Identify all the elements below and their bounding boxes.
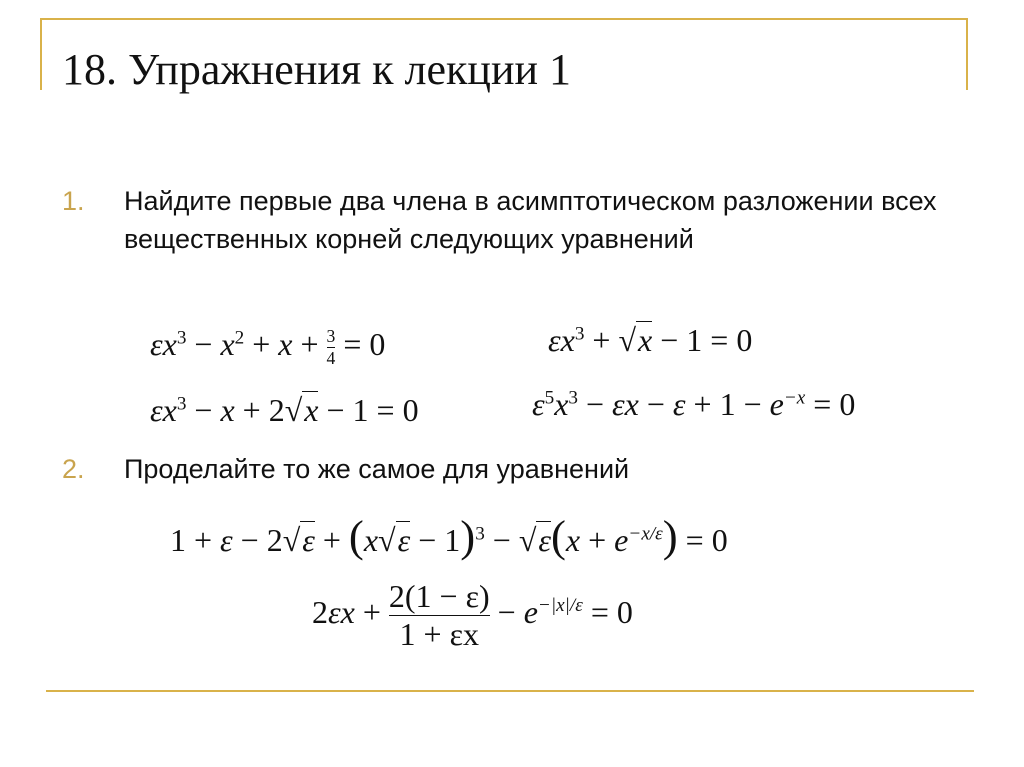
list-number: 1. xyxy=(62,186,85,216)
frame-left-line xyxy=(40,18,42,90)
frame-bottom-line xyxy=(46,690,974,692)
frame-right-line xyxy=(966,18,968,90)
equation-4: $\varepsilon^5x^3 - \varepsilon x - \varepsilon + 1 - e^{-x} = 0$ xyxy=(532,386,856,422)
equation-2: $\varepsilon x^3 + √x - 1 = 0$ xyxy=(548,322,753,358)
list-text: Найдите первые два члена в асимптотическом разложении всех вещественных корней следующих уравнений xyxy=(124,186,937,254)
equation-5: $1 + \varepsilon - 2√\varepsilon + (x√\varepsilon - 1)^3 - √\varepsilon(x + e^{-x/\varepsilon}) = 0$ xyxy=(170,511,728,561)
equation-6: 2εx + $\frac{2(1 - \varepsilon)}{1 + \varepsilon x}$ − $e^{-|x|/\varepsilon} = 0$ xyxy=(312,578,633,652)
equation-1: $\varepsilon x^3 - x^2 + x$ + $\frac{3}{4}$ = 0 xyxy=(150,326,386,369)
list-text: Проделайте то же самое для уравнений xyxy=(124,454,630,484)
equation-3: $\varepsilon x^3 - x + 2√x - 1 = 0$ xyxy=(150,392,419,428)
slide-title: 18. Упражнения к лекции 1 xyxy=(62,45,572,94)
frame-top-line xyxy=(40,18,968,20)
list-number: 2. xyxy=(62,454,85,484)
